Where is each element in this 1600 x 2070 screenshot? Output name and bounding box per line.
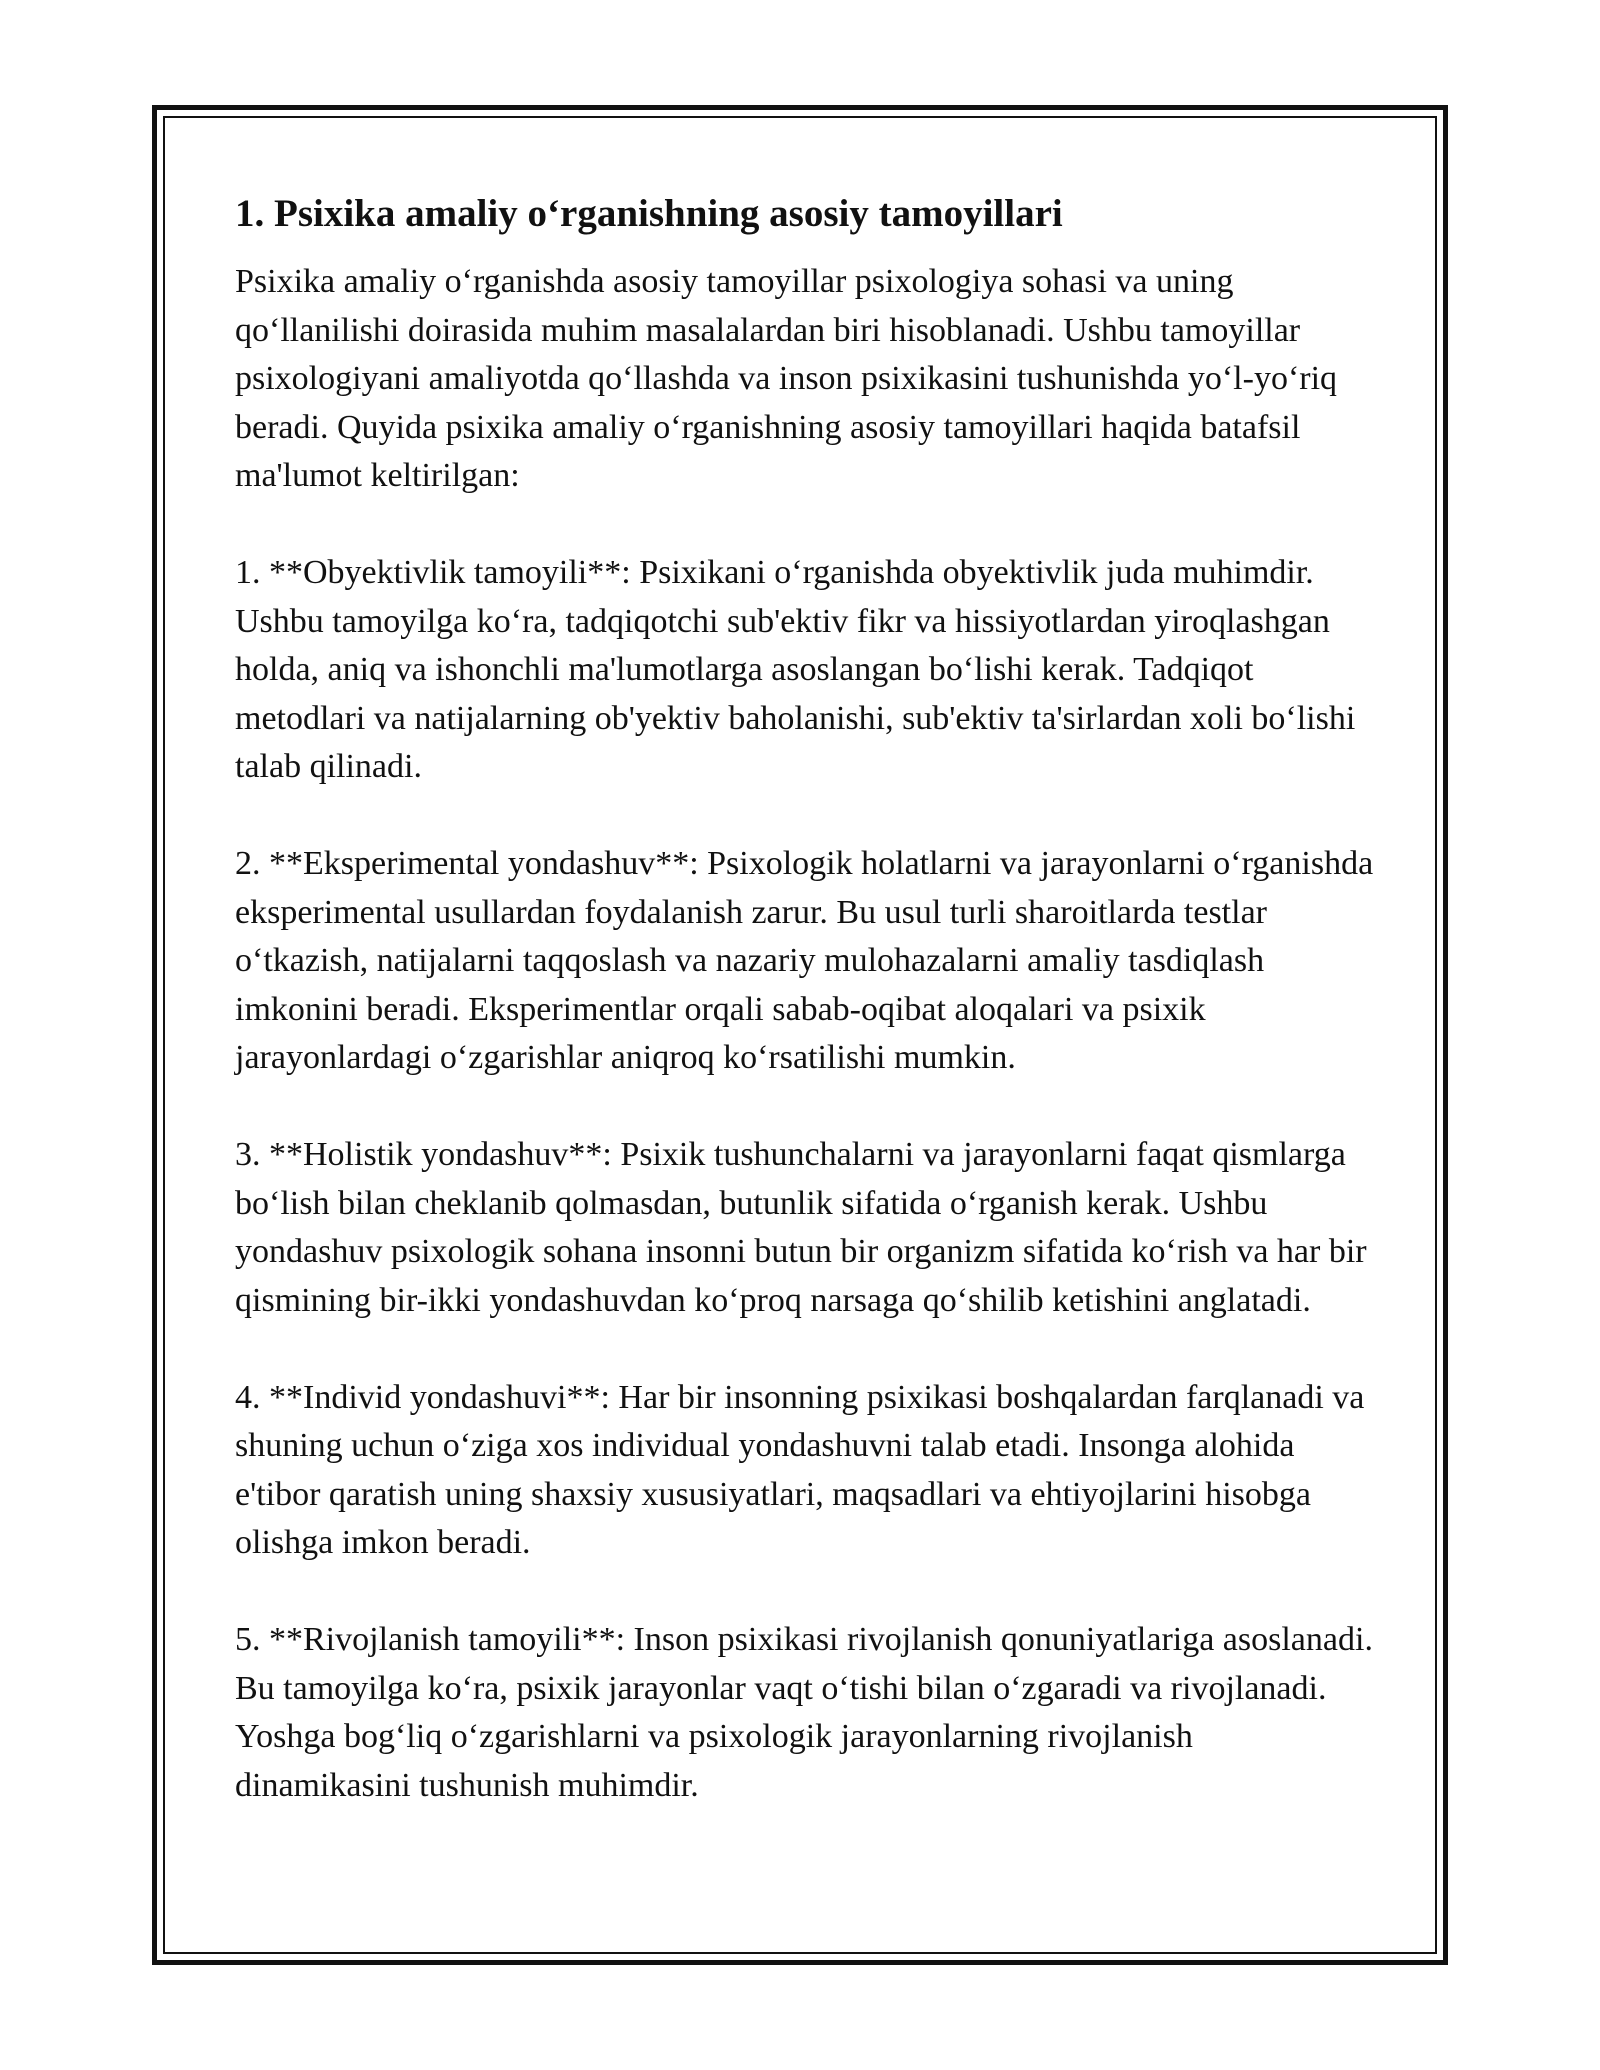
principle-experimental-paragraph: 2. **Eksperimental yondashuv**: Psixologik holatlarni va jarayonlarni o‘rganishda eksperimental usullardan foydalanish zarur. Bu usul turli sharoitlarda testlar o‘tkazish, natijalarni taqqoslash va nazariy mulohazalarni amaliy tasdiqlash imkonini beradi. Eksperimentlar orqali sabab-oqibat aloqalari va psixik jarayonlardagi o‘zgarishlar aniqroq ko‘rsatilishi mumkin. xyxy=(235,845,1374,1076)
principle-individual-paragraph: 4. **Individ yondashuvi**: Har bir insonning psixikasi boshqalardan farqlanadi va shuning uchun o‘ziga xos individual yondashuvni talab etadi. Insonga alohida e'tibor qaratish uning shaxsiy xususiyatlari, maqsadlari va ehtiyojlarini hisobga olishga imkon beradi. xyxy=(235,1378,1365,1561)
principle-holistic-paragraph: 3. **Holistik yondashuv**: Psixik tushunchalarni va jarayonlarni faqat qismlarga bo‘lish bilan cheklanib qolmasdan, butunlik sifatida o‘rganish kerak. Ushbu yondashuv psixologik sohana insonni butun bir organizm sifatida ko‘rish va har bir qismining bir-ikki yondashuvdan ko‘proq narsaga qo‘shilib ketishini anglatadi. xyxy=(235,1136,1367,1319)
section-heading: 1. Psixika amaliy o‘rganishning asosiy tamoyillari xyxy=(235,192,1063,235)
principle-objectivity-paragraph: 1. **Obyektivlik tamoyili**: Psixikani o‘rganishda obyektivlik juda muhimdir. Ushbu tamoyilga ko‘ra, tadqiqotchi sub'ektiv fikr va hissiyotlardan yiroqlashgan holda, aniq va ishonchli ma'lumotlarga asoslangan bo‘lishi kerak. Tadqiqot metodlari va natijalarning ob'yektiv baholanishi, sub'ektiv ta'sirlardan xoli bo‘lishi talab qilinadi. xyxy=(235,554,1356,785)
document-body xyxy=(235,188,1375,1859)
principle-development-paragraph: 5. **Rivojlanish tamoyili**: Inson psixikasi rivojlanish qonuniyatlariga asoslanadi. Bu tamoyilga ko‘ra, psixik jarayonlar vaqt o‘tishi bilan o‘zgaradi va rivojlanadi. Yoshga bog‘liq o‘zgarishlarni va psixologik jarayonlarning rivojlanish dinamikasini tushunish muhimdir. xyxy=(235,1621,1373,1804)
intro-paragraph: Psixika amaliy o‘rganishda asosiy tamoyillar psixologiya sohasi va uning qo‘llanilishi doirasida muhim masalalardan biri hisoblanadi. Ushbu tamoyillar psixologiyani amaliyotda qo‘llashda va inson psixikasini tushunishda yo‘l-yo‘riq beradi. Quyida psixika amaliy o‘rganishning asosiy tamoyillari haqida batafsil ma'lumot keltirilgan: xyxy=(235,263,1338,494)
